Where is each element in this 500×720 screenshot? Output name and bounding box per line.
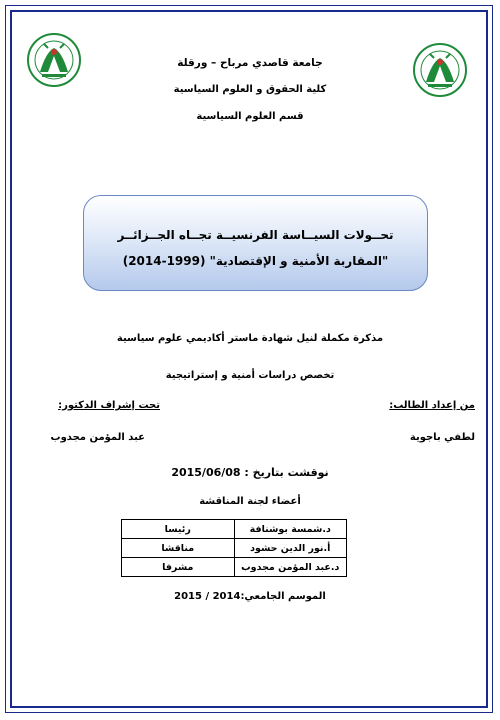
specialty: تخصص دراسات أمنية و إستراتيجية — [165, 370, 335, 381]
supervisor-name: عبد المؤمن مجدوب — [50, 432, 145, 443]
academic-year: الموسم الجامعي:2014 / 2015 — [174, 591, 326, 602]
degree-statement: مذكرة مكملة لنيل شهادة ماستر أكاديمي علوم سياسية — [116, 333, 384, 344]
thesis-subtitle: "المقاربة الأمنية و الإقتصادية" (1999-2014) — [122, 254, 389, 268]
student-label: من إعداد الطالب: — [389, 400, 475, 411]
table-row — [122, 558, 347, 577]
supervisor-label: تحت إشراف الدكتور: — [58, 400, 160, 411]
defense-date: نوقشت بتاريخ : 2015/06/08 — [171, 466, 329, 479]
member-role: رئيسا — [122, 520, 235, 539]
table-row — [122, 520, 347, 539]
table-row — [122, 539, 347, 558]
committee-title: أعضاء لجنة المناقشة — [199, 496, 301, 507]
university-name: جامعة قاصدي مرباح – ورقلة — [177, 57, 323, 69]
member-name: أ.نور الدين حشود — [234, 539, 347, 558]
committee-table — [121, 519, 347, 577]
member-role: مشرفا — [122, 558, 235, 577]
member-name: د.عبد المؤمن مجدوب — [234, 558, 347, 577]
member-name: د.شمسة بوشنافة — [234, 520, 347, 539]
member-role: مناقشا — [122, 539, 235, 558]
title-box — [83, 195, 428, 291]
faculty-name: كلية الحقوق و العلوم السياسية — [173, 84, 327, 95]
department-name: قسم العلوم السياسية — [196, 111, 304, 122]
thesis-title: تحــولات السيــاسة الفرنسيــة تجــاه الجــزائــر — [117, 228, 394, 242]
student-name: لطفي باجوية — [409, 432, 475, 443]
